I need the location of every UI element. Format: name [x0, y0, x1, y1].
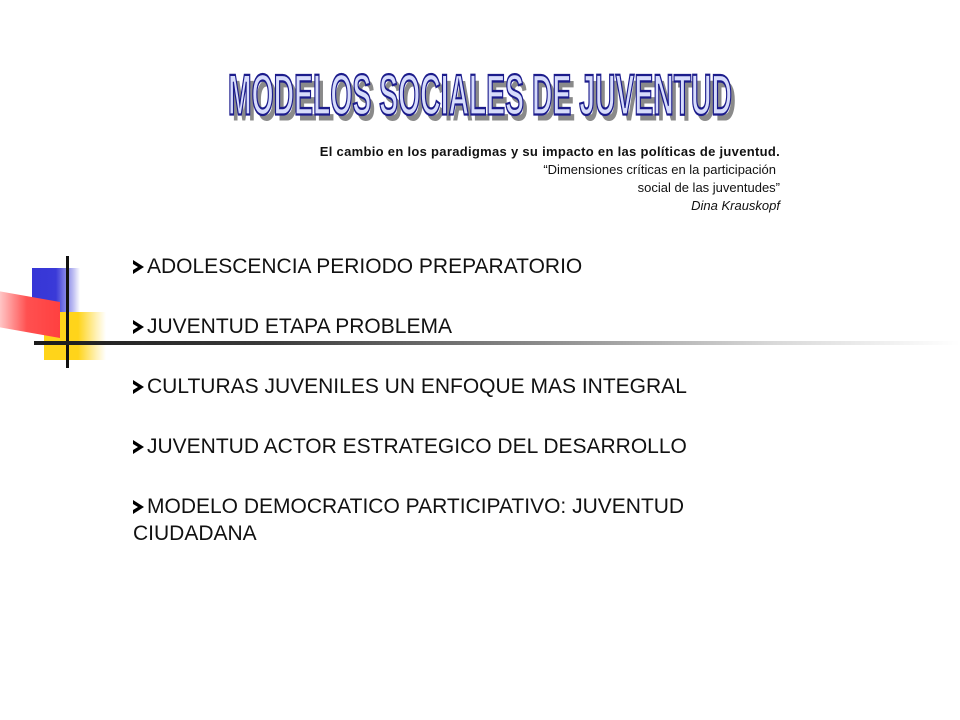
bullet-text: MODELO DEMOCRATICO PARTICIPATIVO: JUVENTUD CIUDADANA [133, 495, 685, 545]
subtitle-source-line-2: social de las juventudes” [637, 180, 780, 195]
arrowhead-bullet-icon [133, 320, 144, 334]
slide-title-shadow: MODELOS SOCIALES DE JUVENTUD [232, 69, 736, 130]
bullet-text: JUVENTUD ETAPA PROBLEMA [147, 315, 452, 338]
bullet-text: ADOLESCENCIA PERIODO PREPARATORIO [147, 255, 583, 278]
arrowhead-bullet-icon [133, 260, 144, 274]
arrowhead-bullet-icon [133, 380, 144, 394]
list-item [133, 253, 813, 280]
arrowhead-bullet-icon [133, 440, 144, 454]
bullet-text: CULTURAS JUVENILES UN ENFOQUE MAS INTEGRAL [147, 375, 687, 398]
bullet-list [133, 253, 813, 580]
subtitle-main: El cambio en los paradigmas y su impacto en las políticas de juventud. [319, 144, 780, 159]
subtitle-source-line-1: “Dimensiones críticas en la participación [543, 162, 776, 177]
list-item [133, 433, 813, 460]
bullet-text: JUVENTUD ACTOR ESTRATEGICO DEL DESARROLLO [147, 435, 687, 458]
list-item [133, 493, 813, 547]
slide-title-wordart [200, 50, 760, 130]
subtitle-author: Dina Krauskopf [691, 198, 780, 213]
list-item [133, 373, 813, 400]
list-item [133, 313, 813, 340]
slide-title-text: MODELOS SOCIALES DE JUVENTUD [227, 63, 732, 128]
arrowhead-bullet-icon [133, 500, 144, 514]
decorative-vertical-line [66, 256, 69, 368]
slide-title [200, 50, 760, 130]
